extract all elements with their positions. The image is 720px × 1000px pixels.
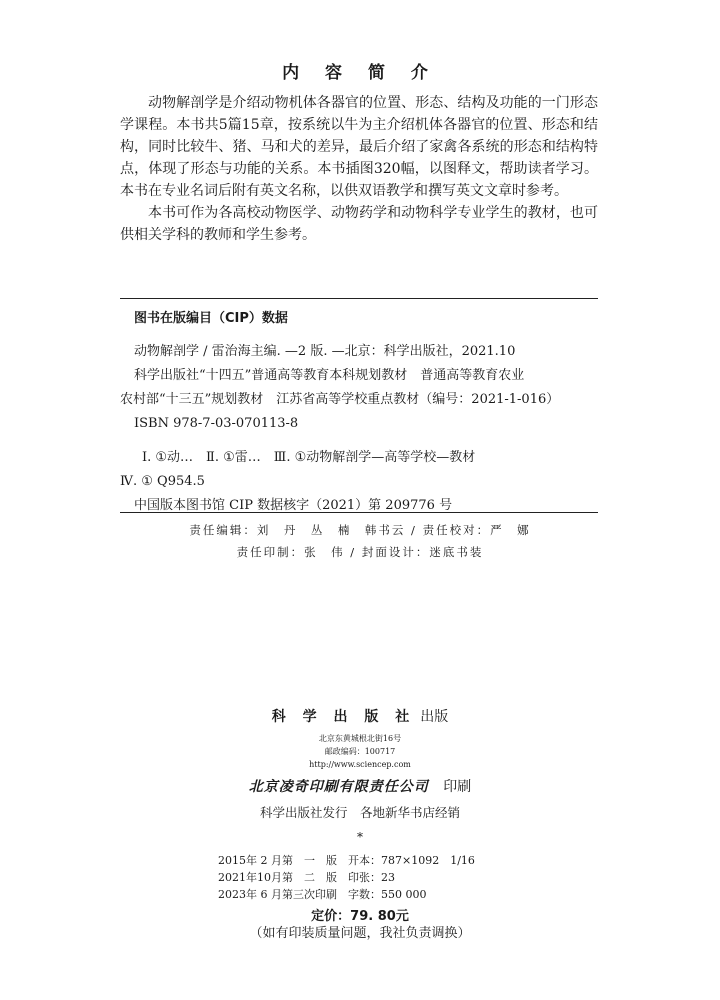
printer-line xyxy=(0,776,720,796)
quality-notice: （如有印装质量问题，我社负责调换） xyxy=(249,926,471,941)
publisher-suffix: 出版 xyxy=(420,709,449,725)
publisher-website: http://www.sciencep.com xyxy=(309,760,411,769)
publisher-line xyxy=(0,706,720,726)
printer-name: 北京凌奇印刷有限责任公司 xyxy=(248,779,429,795)
cip-bottom-rule xyxy=(120,512,598,513)
printer-suffix: 印刷 xyxy=(443,779,472,795)
edition-line-1: 2015年 2 月第 一 版 开本：787×1092 1/16 xyxy=(218,854,475,867)
edition-block xyxy=(218,852,475,903)
cip-series-line-2: 农村部“十三五”规划教材 江苏省高等学校重点教材（编号：2021-1-016） xyxy=(120,392,560,407)
cip-classification-line-1: Ⅰ. ①动… Ⅱ. ①雷… Ⅲ. ①动物解剖学—高等学校—教材 xyxy=(142,450,476,465)
cip-top-rule xyxy=(120,298,598,299)
price: 定价：79. 80元 xyxy=(311,909,409,924)
publisher-name: 科 学 出 版 社 xyxy=(271,709,416,725)
publisher-postcode: 邮政编码：100717 xyxy=(324,747,396,756)
cip-record-number: 中国版本图书馆 CIP 数据核字（2021）第 209776 号 xyxy=(134,498,453,513)
separator-star: * xyxy=(357,830,363,844)
edition-line-3: 2023年 6 月第三次印刷 字数：550 000 xyxy=(218,888,427,901)
intro-section xyxy=(120,92,598,246)
cip-series-line-1: 科学出版社“十四五”普通高等教育本科规划教材 普通高等教育农业 xyxy=(134,368,525,383)
staff-production: 责任印制：张 伟 / 封面设计：迷底书装 xyxy=(236,545,484,559)
cip-classification-line-2: Ⅳ. ① Q954.5 xyxy=(120,474,205,489)
intro-paragraph-2: 本书可作为各高校动物医学、动物药学和动物科学专业学生的教材，也可供相关学科的教师和学生参考。 xyxy=(120,205,598,243)
staff-editors: 责任编辑：刘 丹 丛 楠 韩书云 / 责任校对：严 娜 xyxy=(189,523,531,537)
cip-title-line: 动物解剖学 / 雷治海主编. —2 版. —北京：科学出版社，2021.10 xyxy=(134,344,516,359)
edition-line-2: 2021年10月第 二 版 印张：23 xyxy=(218,871,395,884)
cip-isbn: ISBN 978-7-03-070113-8 xyxy=(134,416,299,431)
intro-paragraph-1: 动物解剖学是介绍动物机体各器官的位置、形态、结构及功能的一门形态学课程。本书共5篇15章，按系统以牛为主介绍机体各器官的位置、形态和结构，同时比较牛、猪、马和犬的差异，最后介绍了家禽各系统的形态和结构特点，体现了形态与功能的关系。本书插图320幅，以图释文，帮助读者学习。本书在专业名词后附有英文名称，以供双语教学和撰写英文文章时参考。 xyxy=(120,95,598,199)
publisher-address: 北京东黄城根北街16号 xyxy=(318,734,402,743)
page-title: 内 容 简 介 xyxy=(282,63,438,83)
distribution-line: 科学出版社发行 各地新华书店经销 xyxy=(259,805,460,820)
cip-data-block xyxy=(120,340,598,518)
cip-heading: 图书在版编目（CIP）数据 xyxy=(134,311,288,326)
